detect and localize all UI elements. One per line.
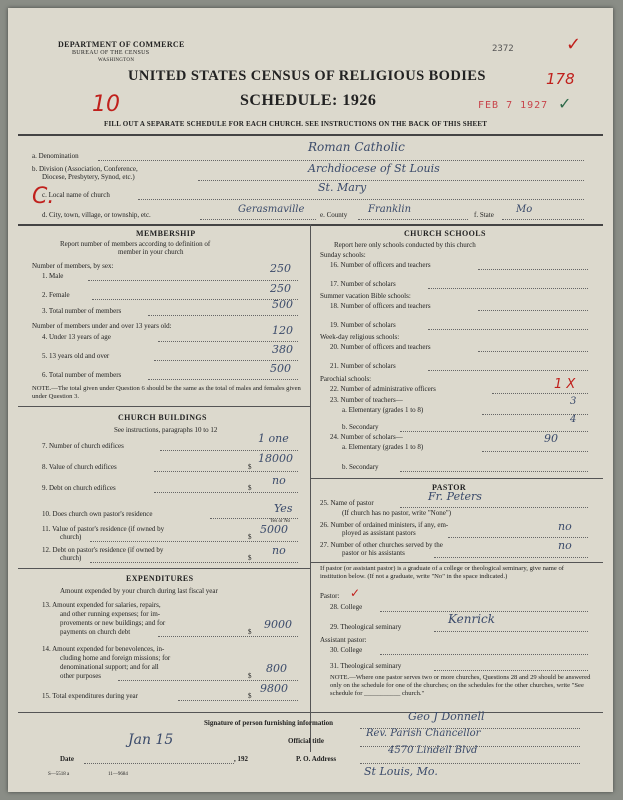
form-title: UNITED STATES CENSUS OF RELIGIOUS BODIES <box>128 68 486 84</box>
q15-line <box>178 700 298 701</box>
footer-rule <box>18 712 603 713</box>
local-name-label: c. Local name of church <box>42 191 110 199</box>
yes-or-no-hint: Yes or No <box>270 519 291 524</box>
q8-label: 8. Value of church edifices <box>42 463 117 471</box>
q23b-value: 4 <box>570 414 577 425</box>
schedule-title: SCHEDULE: 1926 <box>240 92 377 109</box>
division-label-2: Diocese, Presbytery, Synod, etc.) <box>42 173 135 181</box>
q31-label: 31. Theological seminary <box>330 662 402 670</box>
q23a-label: a. Elementary (grades 1 to 8) <box>342 406 424 414</box>
q27-label-2: pastor or his assistants <box>342 549 405 557</box>
sunday-schools-label: Sunday schools: <box>320 251 366 259</box>
q30-label: 30. College <box>330 646 363 654</box>
denomination-line <box>98 160 584 161</box>
q11-dollar: $ <box>248 533 252 541</box>
q6-value: 500 <box>270 362 291 375</box>
q14-label-2: cluding home and foreign missions; for <box>60 654 171 662</box>
q20-line <box>478 351 588 352</box>
q12-label: 12. Debt on pastor's residence (if owned by <box>42 546 164 554</box>
address-line <box>360 763 580 764</box>
q24a-value: 90 <box>544 432 558 445</box>
q17-label: 17. Number of scholars <box>330 280 396 288</box>
q1-value: 250 <box>270 262 291 275</box>
state-label: f. State <box>474 211 494 219</box>
buildings-heading: CHURCH BUILDINGS <box>118 413 207 422</box>
q13-line <box>158 636 298 637</box>
q18-line <box>478 310 588 311</box>
q13-label-4: payments on church debt <box>60 628 131 636</box>
schools-rule <box>310 478 603 479</box>
red-check-mark: ✓ <box>566 34 582 55</box>
q27-value: no <box>558 539 572 552</box>
q13-dollar: $ <box>248 628 252 636</box>
year-label: , 192 <box>234 755 248 763</box>
city-label-field: d. City, town, village, or township, etc. <box>42 211 151 219</box>
q22-label: 22. Number of administrative officers <box>330 385 436 393</box>
q14-label-4: other purposes <box>60 672 102 680</box>
q27-line <box>434 557 588 558</box>
q29-value: Kenrick <box>448 612 496 626</box>
q25-hint: (If church has no pastor, write "None") <box>342 509 452 517</box>
local-name-value: St. Mary <box>318 181 367 194</box>
schools-heading: CHURCH SCHOOLS <box>404 229 486 238</box>
q3-value: 500 <box>272 298 293 311</box>
q13-value: 9000 <box>264 618 292 631</box>
column-divider <box>310 224 311 752</box>
q5-value: 380 <box>272 343 293 356</box>
q4-label: 4. Under 13 years of age <box>42 333 111 341</box>
q6-label: 6. Total number of members <box>42 371 122 379</box>
q23a-value: 3 <box>570 396 577 407</box>
parochial-schools-label: Parochial schools: <box>320 375 372 383</box>
q8-line <box>154 471 298 472</box>
q14-value: 800 <box>266 662 287 675</box>
pastor-note: NOTE.—Where one pastor serves two or more churches, Questions 28 and 29 should be answered only on the schedule for one of the churches; on the schedules for the other churches, write "See schedule for ___________ church." <box>330 674 591 697</box>
census-schedule-page <box>8 8 613 792</box>
q3-label: 3. Total number of members <box>42 307 122 315</box>
department-label: DEPARTMENT OF COMMERCE <box>58 40 185 49</box>
q7-label: 7. Number of church edifices <box>42 442 124 450</box>
q12-line <box>90 562 298 563</box>
local-name-line <box>138 199 584 200</box>
q26-line <box>448 537 588 538</box>
q9-label: 9. Debt on church edifices <box>42 484 116 492</box>
division-label: b. Division (Association, Conference, <box>32 165 138 173</box>
q4-line <box>158 341 298 342</box>
buildings-rule <box>18 568 310 569</box>
q5-label: 5. 13 years old and over <box>42 352 110 360</box>
membership-sub-2: member in your church <box>118 248 184 256</box>
membership-rule <box>18 406 310 407</box>
pastor-rule <box>310 562 603 563</box>
q2-line <box>92 299 298 300</box>
denomination-label: a. Denomination <box>32 152 79 160</box>
q1-label: 1. Male <box>42 272 64 280</box>
q8-value: 18000 <box>258 452 293 465</box>
q26-label: 26. Number of ordained ministers, if any, em- <box>320 521 449 529</box>
q9-dollar: $ <box>248 484 252 492</box>
denomination-value: Roman Catholic <box>308 140 405 154</box>
q20-label: 20. Number of officers and teachers <box>330 343 431 351</box>
state-value: Mo <box>516 204 533 215</box>
assistant-pastor-label: Assistant pastor: <box>320 636 367 644</box>
q17-line <box>428 288 588 289</box>
pastor-sublabel: Pastor: <box>320 592 340 600</box>
q22-value: 1 X <box>554 377 576 392</box>
q24b-line <box>400 471 588 472</box>
q7-value: 1 one <box>258 432 289 445</box>
received-date-stamp: FEB 7 1927 <box>478 100 549 111</box>
signature-label: Signature of person furnishing information <box>204 719 333 727</box>
q9-value: no <box>272 474 286 487</box>
signature-value: Geo J Donnell <box>408 710 485 723</box>
date-value: Jan 15 <box>128 732 174 748</box>
official-title-value: Rev. Parish Chancellor <box>366 728 481 739</box>
q11-label: 11. Value of pastor's residence (if owned by <box>42 525 165 533</box>
address-label: P. O. Address <box>296 755 337 763</box>
city-label: WASHINGTON <box>98 58 135 63</box>
green-check-mark: ✓ <box>558 96 572 113</box>
q19-label: 19. Number of scholars <box>330 321 396 329</box>
by-age-label: Number of members under and over 13 years old: <box>32 322 172 330</box>
schools-sub: Report here only schools conducted by this church <box>334 241 476 249</box>
q9-line <box>154 492 298 493</box>
q25-value: Fr. Peters <box>428 490 482 503</box>
county-line <box>358 219 468 220</box>
membership-note: NOTE.—The total given under Question 6 should be the same as the total of males and females given under Question 3. <box>32 385 301 400</box>
q26-value: no <box>558 520 572 533</box>
q13-label-2: and other running expenses; for im- <box>60 610 161 618</box>
expenditures-sub: Amount expended by your church during last fiscal year <box>60 587 218 595</box>
q23-label: 23. Number of teachers— <box>330 396 403 404</box>
q23b-label: b. Secondary <box>342 423 379 431</box>
q29-line <box>434 631 588 632</box>
q15-value: 9800 <box>260 682 288 695</box>
pastor-heading: PASTOR <box>432 483 467 492</box>
summer-schools-label: Summer vacation Bible schools: <box>320 292 411 300</box>
membership-sub-1: Report number of members according to definition of <box>60 240 211 248</box>
city-value: Gerasmaville <box>238 204 305 215</box>
q14-line <box>118 680 298 681</box>
q12-label-2: church) <box>60 554 82 562</box>
q1-line <box>88 280 298 281</box>
q13-label-1: 13. Amount expended for salaries, repairs, <box>42 601 161 609</box>
q27-label: 27. Number of other churches served by the <box>320 541 443 549</box>
q25-label: 25. Name of pastor <box>320 499 374 507</box>
date-label: Date <box>60 755 74 763</box>
q15-label: 15. Total expenditures during year <box>42 692 138 700</box>
q30-line <box>380 654 588 655</box>
form-code-2: 11—9684 <box>108 772 128 777</box>
q15-dollar: $ <box>248 692 252 700</box>
weekday-schools-label: Week-day religious schools: <box>320 333 400 341</box>
red-check-small: ✓ <box>350 586 361 600</box>
q10-label: 10. Does church own pastor's residence <box>42 510 153 518</box>
q14-label-1: 14. Amount expended for benevolences, in- <box>42 645 165 653</box>
q8-dollar: $ <box>248 463 252 471</box>
q18-label: 18. Number of officers and teachers <box>330 302 431 310</box>
q12-value: no <box>272 544 286 557</box>
q21-label: 21. Number of scholars <box>330 362 396 370</box>
q24a-line <box>482 451 588 452</box>
q24b-label: b. Secondary <box>342 463 379 471</box>
q4-value: 120 <box>272 324 293 337</box>
q19-line <box>428 329 588 330</box>
q14-dollar: $ <box>248 672 252 680</box>
city-line <box>200 219 316 220</box>
graduate-instructions: If pastor (or assistant pastor) is a graduate of a college or theological seminary, give name of institution below. (If not a graduate, write "No" in the space indicated.) <box>320 565 565 580</box>
county-value: Franklin <box>368 204 412 215</box>
official-title-label: Official title <box>288 737 324 745</box>
membership-heading: MEMBERSHIP <box>136 229 196 238</box>
q14-label-3: denominational support; and for all <box>60 663 159 671</box>
date-line <box>84 763 234 764</box>
buildings-sub: See instructions, paragraphs 10 to 12 <box>114 426 218 434</box>
general-instructions: FILL OUT A SEPARATE SCHEDULE FOR EACH CHURCH. SEE INSTRUCTIONS ON THE BACK OF THIS SHEET <box>104 120 488 128</box>
red-number-left: 10 <box>92 92 120 117</box>
q31-line <box>434 670 588 671</box>
division-line <box>198 180 584 181</box>
form-code: S—5518 a <box>48 772 70 777</box>
division-value: Archdiocese of St Louis <box>308 162 440 175</box>
expenditures-heading: EXPENDITURES <box>126 574 194 583</box>
q3-line <box>148 315 298 316</box>
address-value-2: St Louis, Mo. <box>364 765 438 778</box>
q11-line <box>90 541 298 542</box>
q24-label: 24. Number of scholars— <box>330 433 403 441</box>
q21-line <box>428 370 588 371</box>
address-value: 4570 Lindell Blvd <box>388 745 478 756</box>
q16-line <box>478 269 588 270</box>
q5-line <box>154 360 298 361</box>
q7-line <box>160 450 298 451</box>
by-sex-label: Number of members, by sex: <box>32 262 114 270</box>
q22-line <box>492 393 588 394</box>
q2-value: 250 <box>270 282 291 295</box>
q16-label: 16. Number of officers and teachers <box>330 261 431 269</box>
q13-label-3: provements or new buildings; and for <box>60 619 166 627</box>
county-label: e. County <box>320 211 348 219</box>
q11-value: 5000 <box>260 523 288 536</box>
q28-label: 28. College <box>330 603 363 611</box>
q25-line <box>400 507 588 508</box>
q24a-label: a. Elementary (grades 1 to 8) <box>342 443 424 451</box>
state-line <box>502 219 584 220</box>
form-number: 2372 <box>492 44 514 54</box>
q10-value: Yes <box>274 502 293 515</box>
q2-label: 2. Female <box>42 291 70 299</box>
q11-label-2: church) <box>60 533 82 541</box>
red-number-right: 178 <box>546 70 575 88</box>
bureau-label: BUREAU OF THE CENSUS <box>72 50 150 56</box>
red-c-mark: C. <box>32 184 55 209</box>
q23b-line <box>400 431 588 432</box>
q26-label-2: ployed as assistant pastors <box>342 529 416 537</box>
header-rule <box>18 134 603 136</box>
q6-line <box>148 379 298 380</box>
q29-label: 29. Theological seminary <box>330 623 402 631</box>
q12-dollar: $ <box>248 554 252 562</box>
